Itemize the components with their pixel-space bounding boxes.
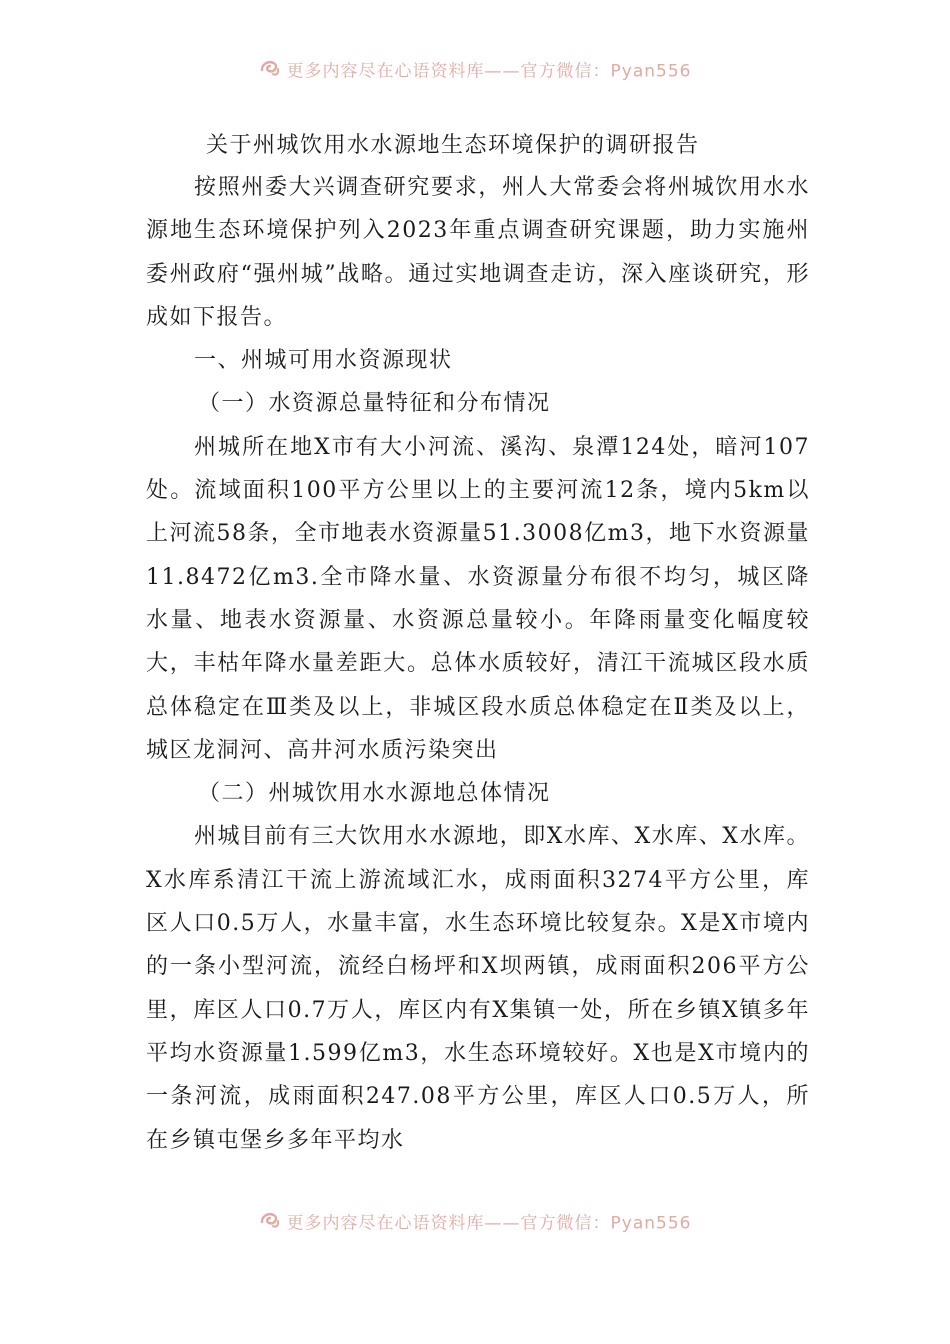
document-body bbox=[146, 126, 810, 1162]
subsection-heading-1: （一）水资源总量特征和分布情况 bbox=[198, 391, 551, 417]
intro-paragraph: 按照州委大兴调查研究要求，州人大常委会将州城饮用水水源地生态环境保护列入2023年重点调查研究课题，助力实施州委州政府“强州城”战略。通过实地调查走访，深入座谈研究，形成如下报告。 bbox=[146, 175, 810, 330]
footer-watermark bbox=[0, 1210, 950, 1234]
watermark-text: 更多内容尽在心语资料库——官方微信：Pyan556 bbox=[286, 1213, 692, 1234]
section-heading-1: 一、州城可用水资源现状 bbox=[194, 348, 453, 374]
water-resources-paragraph: 州城所在地X市有大小河流、溪沟、泉潭124处，暗河107处。流域面积100平方公里以上的主要河流12条，境内5km以上河流58条，全市地表水资源量51.3008亿m3，地下水资源量11.8472亿m3.全市降水量、水资源量分布很不均匀，城区降水量、地表水资源量、水资源总量较小。年降雨量变化幅度较大，丰枯年降水量差距大。总体水质较好，清江干流城区段水质总体稳定在Ⅲ类及以上，非城区段水质总体稳定在Ⅱ类及以上，城区龙洞河、高井河水质污染突出 bbox=[146, 434, 810, 763]
watermark-text: 更多内容尽在心语资料库——官方微信：Pyan556 bbox=[286, 61, 692, 82]
header-watermark bbox=[0, 58, 950, 82]
water-source-paragraph: 州城目前有三大饮用水水源地，即X水库、X水库、X水库。X水库系清江干流上游流域汇水，成雨面积3274平方公里，库区人口0.5万人，水量丰富，水生态环境比较复杂。X是X市境内的一条小型河流，流经白杨坪和X坝两镇，成雨面积206平方公里，库区人口0.7万人，库区内有X集镇一处，所在乡镇X镇多年平均水资源量1.599亿m3，水生态环境较好。X也是X市境内的一条河流，成雨面积247.08平方公里，库区人口0.5万人，所在乡镇屯堡乡多年平均水 bbox=[146, 824, 810, 1153]
document-title: 关于州城饮用水水源地生态环境保护的调研报告 bbox=[206, 133, 700, 158]
subsection-heading-2: （二）州城饮用水水源地总体情况 bbox=[198, 781, 551, 807]
logo-icon bbox=[259, 58, 281, 82]
logo-icon bbox=[259, 1210, 281, 1234]
